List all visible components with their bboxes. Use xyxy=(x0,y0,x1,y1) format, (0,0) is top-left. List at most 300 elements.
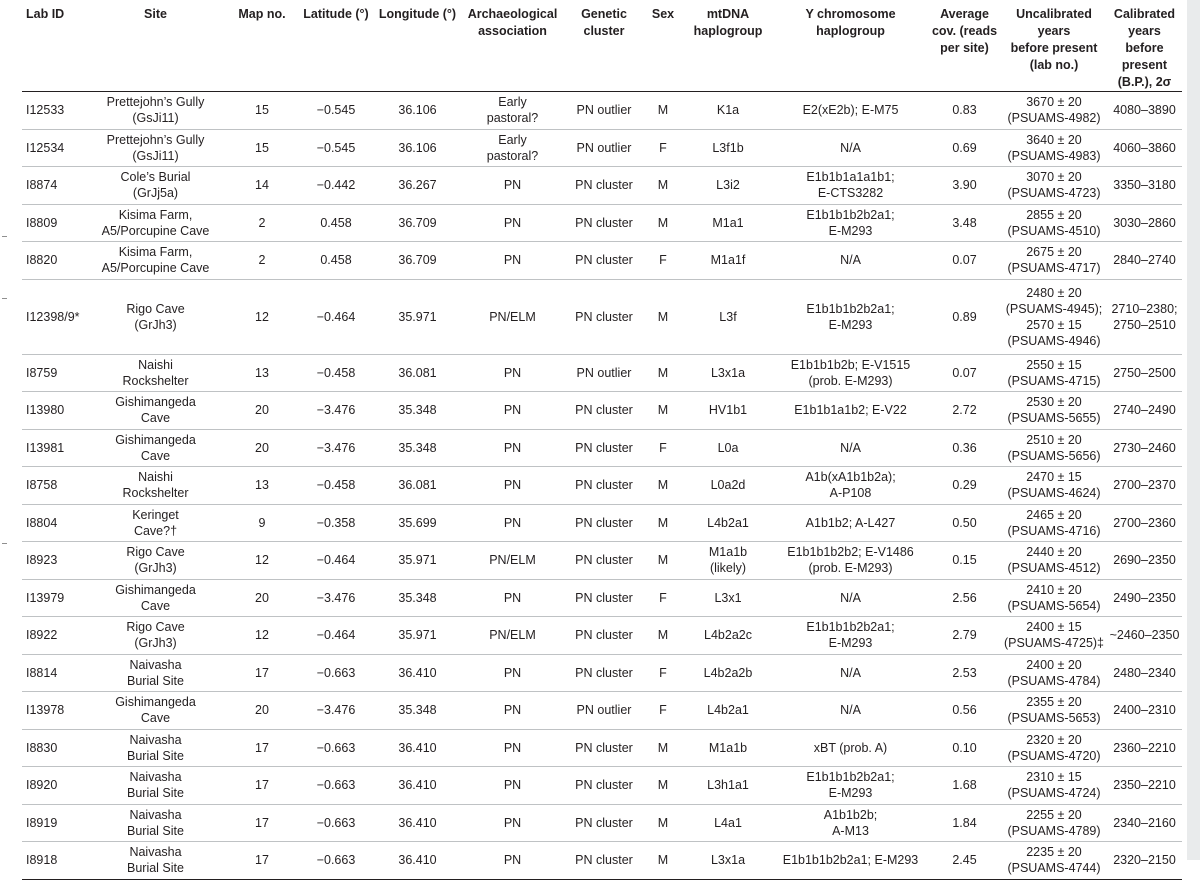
cell-line: Sex xyxy=(651,7,675,21)
cell-calibrated-years xyxy=(1107,167,1182,205)
cell-longitude xyxy=(375,92,460,130)
cell-line: −0.545 xyxy=(316,103,356,118)
cell-line: Site xyxy=(144,7,167,21)
cell-line: 17 xyxy=(255,815,269,830)
cell-line: I13978 xyxy=(26,703,65,718)
cell-line: (PSUAMS-4724) xyxy=(1007,786,1101,801)
cell-line: E1b1b1b2b2; E-V1486 xyxy=(787,545,914,560)
cell-y-chromosome-haplogroup xyxy=(773,804,928,842)
cell-line: 3640 ± 20 xyxy=(1026,132,1082,147)
header-average-coverage xyxy=(928,0,1001,92)
cell-line: 2550 ± 15 xyxy=(1026,357,1082,372)
cell-line: PN xyxy=(503,440,522,455)
table-row xyxy=(22,842,1182,880)
cell-site xyxy=(84,167,227,205)
cell-genetic-cluster xyxy=(565,279,643,354)
cell-y-chromosome-haplogroup xyxy=(773,242,928,280)
cell-line: Cave xyxy=(140,598,171,613)
cell-uncalibrated-years xyxy=(1001,167,1107,205)
cell-line: Early xyxy=(498,95,527,110)
cell-line: PN cluster xyxy=(575,815,633,830)
cell-longitude xyxy=(375,242,460,280)
cell-line: −0.545 xyxy=(316,140,356,155)
cell-uncalibrated-years xyxy=(1001,542,1107,580)
cell-line: 2350–2210 xyxy=(1113,778,1176,793)
cell-lab-id xyxy=(22,392,84,430)
cell-line: PN xyxy=(503,665,522,680)
cell-archaeological-association xyxy=(460,617,565,655)
cell-uncalibrated-years xyxy=(1001,467,1107,505)
cell-line: 2.45 xyxy=(952,853,977,868)
cell-map-no xyxy=(227,204,297,242)
cell-line: PN xyxy=(503,178,522,193)
cell-latitude xyxy=(297,242,375,280)
cell-line: PN outlier xyxy=(576,365,632,380)
cell-line: 0.83 xyxy=(952,103,977,118)
cell-line: 36.410 xyxy=(398,853,437,868)
cell-line: 2570 ± 15 xyxy=(1026,317,1082,332)
cell-archaeological-association xyxy=(460,167,565,205)
cell-calibrated-years xyxy=(1107,354,1182,392)
cell-line: Burial Site xyxy=(127,673,184,688)
cell-line: 15 xyxy=(255,140,269,155)
cell-line: 2.53 xyxy=(952,665,977,680)
cell-calibrated-years xyxy=(1107,729,1182,767)
cell-line: PN xyxy=(503,815,522,830)
cell-site xyxy=(84,242,227,280)
cell-genetic-cluster xyxy=(565,804,643,842)
cell-line: 2700–2360 xyxy=(1113,515,1176,530)
cell-line: M xyxy=(657,553,669,568)
cell-line: PN cluster xyxy=(575,515,633,530)
cell-mtdna-haplogroup xyxy=(683,692,773,730)
cell-average-coverage xyxy=(928,692,1001,730)
cell-line: Prettejohn’s Gully xyxy=(106,95,205,110)
cell-map-no xyxy=(227,804,297,842)
cell-line: 12 xyxy=(255,309,269,324)
cell-line: (likely) xyxy=(709,561,747,576)
cell-lab-id xyxy=(22,129,84,167)
cell-line: (PSUAMS-4725)‡ xyxy=(1003,636,1105,651)
cell-line: L3f xyxy=(719,309,737,324)
cell-line: M xyxy=(657,778,669,793)
cell-line: PN xyxy=(503,365,522,380)
cell-line: E1b1b1b2b2a1; E-M293 xyxy=(782,853,919,868)
cell-line: E-M293 xyxy=(828,223,873,238)
cell-calibrated-years xyxy=(1107,692,1182,730)
cell-line: F xyxy=(659,253,667,268)
cell-longitude xyxy=(375,767,460,805)
cell-line: 0.29 xyxy=(952,478,977,493)
cell-line: PN outlier xyxy=(576,103,632,118)
table-row xyxy=(22,617,1182,655)
cell-site xyxy=(84,579,227,617)
cell-line: (PSUAMS-4723) xyxy=(1007,186,1101,201)
cell-line: 2480–2340 xyxy=(1113,665,1176,680)
cell-y-chromosome-haplogroup xyxy=(773,579,928,617)
cell-calibrated-years xyxy=(1107,654,1182,692)
cell-line: Kisima Farm, xyxy=(118,207,193,222)
cell-line: (GrJh3) xyxy=(134,636,177,651)
cell-line: 13 xyxy=(255,478,269,493)
header-sex xyxy=(643,0,683,92)
cell-archaeological-association xyxy=(460,842,565,880)
cell-line: A1b1b2b; xyxy=(823,807,878,822)
cell-line: (PSUAMS-4946) xyxy=(1007,333,1101,348)
cell-line: before present xyxy=(1010,41,1098,55)
cell-site xyxy=(84,542,227,580)
header-latitude xyxy=(297,0,375,92)
cell-line: Rigo Cave xyxy=(126,545,185,560)
cell-line: Archaeological xyxy=(467,7,558,21)
cell-line: (lab no.) xyxy=(1029,58,1079,72)
cell-line: M xyxy=(657,628,669,643)
cell-line: M xyxy=(657,515,669,530)
cell-line: PN cluster xyxy=(575,665,633,680)
cell-sex xyxy=(643,392,683,430)
cell-line: (PSUAMS-5655) xyxy=(1007,411,1101,426)
cell-mtdna-haplogroup xyxy=(683,242,773,280)
cell-archaeological-association xyxy=(460,204,565,242)
cell-line: PN xyxy=(503,590,522,605)
cell-genetic-cluster xyxy=(565,167,643,205)
cell-line: 36.106 xyxy=(398,103,437,118)
cell-line: N/A xyxy=(840,703,861,718)
cell-line: Latitude (°) xyxy=(303,7,369,21)
cell-line: N/A xyxy=(840,140,861,155)
cell-mtdna-haplogroup xyxy=(683,354,773,392)
cell-line: 2320–2150 xyxy=(1113,853,1176,868)
cell-sex xyxy=(643,617,683,655)
cell-uncalibrated-years xyxy=(1001,617,1107,655)
cell-line: 1.84 xyxy=(952,815,977,830)
cell-longitude xyxy=(375,729,460,767)
cell-longitude xyxy=(375,167,460,205)
cell-line: M xyxy=(657,815,669,830)
cell-calibrated-years xyxy=(1107,279,1182,354)
cell-line: 2510 ± 20 xyxy=(1026,432,1082,447)
cell-map-no xyxy=(227,129,297,167)
cell-line: 35.971 xyxy=(398,553,437,568)
table-body xyxy=(22,92,1182,880)
cell-line: M xyxy=(657,478,669,493)
cell-latitude xyxy=(297,542,375,580)
cell-longitude xyxy=(375,654,460,692)
cell-line: (PSUAMS-4512) xyxy=(1007,561,1101,576)
header-site xyxy=(84,0,227,92)
cell-line: 2840–2740 xyxy=(1113,253,1176,268)
cell-sex xyxy=(643,92,683,130)
cell-line: (PSUAMS-5656) xyxy=(1007,448,1101,463)
cell-archaeological-association xyxy=(460,92,565,130)
cell-line: 2320 ± 20 xyxy=(1026,732,1082,747)
cell-y-chromosome-haplogroup xyxy=(773,504,928,542)
cell-line: A5/Porcupine Cave xyxy=(101,261,210,276)
cell-line: F xyxy=(659,703,667,718)
page-edge xyxy=(1187,0,1200,860)
cell-map-no xyxy=(227,692,297,730)
cell-line: association xyxy=(478,24,547,38)
cell-line: 36.410 xyxy=(398,740,437,755)
cell-line: L4b2a1 xyxy=(707,703,749,718)
cell-lab-id xyxy=(22,167,84,205)
cell-lab-id xyxy=(22,429,84,467)
cell-archaeological-association xyxy=(460,579,565,617)
cell-average-coverage xyxy=(928,804,1001,842)
cell-archaeological-association xyxy=(460,129,565,167)
cell-line: E1b1b1b2b; E-V1515 xyxy=(790,357,911,372)
cell-line: 2690–2350 xyxy=(1113,553,1176,568)
cell-line: 2360–2210 xyxy=(1113,740,1176,755)
cell-line: M xyxy=(657,178,669,193)
cell-genetic-cluster xyxy=(565,242,643,280)
table-row xyxy=(22,129,1182,167)
cell-y-chromosome-haplogroup xyxy=(773,429,928,467)
cell-longitude xyxy=(375,692,460,730)
cell-sex xyxy=(643,842,683,880)
cell-line: (PSUAMS-4982) xyxy=(1007,111,1101,126)
cell-map-no xyxy=(227,542,297,580)
cell-line: 20 xyxy=(255,403,269,418)
cell-calibrated-years xyxy=(1107,242,1182,280)
cell-line: Naivasha xyxy=(129,845,182,860)
cell-line: PN xyxy=(503,215,522,230)
cell-line: Longitude (°) xyxy=(378,7,457,21)
cell-line: PN xyxy=(503,403,522,418)
cell-line: −0.663 xyxy=(316,665,356,680)
cell-line: −0.663 xyxy=(316,740,356,755)
cell-y-chromosome-haplogroup xyxy=(773,654,928,692)
cell-sex xyxy=(643,242,683,280)
cell-line: A-P108 xyxy=(829,486,872,501)
cell-line: 2465 ± 20 xyxy=(1026,507,1082,522)
cell-line: Cave xyxy=(140,411,171,426)
header-calibrated-years xyxy=(1107,0,1182,92)
cell-sex xyxy=(643,579,683,617)
cell-line: M xyxy=(657,853,669,868)
cell-lab-id xyxy=(22,92,84,130)
cell-longitude xyxy=(375,392,460,430)
cell-line: 2400 ± 15 xyxy=(1026,620,1082,635)
cell-average-coverage xyxy=(928,579,1001,617)
cell-line: 35.699 xyxy=(398,515,437,530)
cell-line: F xyxy=(659,665,667,680)
cell-line: 36.081 xyxy=(398,365,437,380)
cell-longitude xyxy=(375,467,460,505)
cell-line: 0.56 xyxy=(952,703,977,718)
cell-line: −0.464 xyxy=(316,553,356,568)
cell-line: 0.50 xyxy=(952,515,977,530)
cell-longitude xyxy=(375,617,460,655)
cell-mtdna-haplogroup xyxy=(683,129,773,167)
cell-line: L3h1a1 xyxy=(707,778,749,793)
cell-latitude xyxy=(297,842,375,880)
header-archaeological-association xyxy=(460,0,565,92)
cell-genetic-cluster xyxy=(565,767,643,805)
cell-line: before present xyxy=(1121,41,1168,72)
cell-line: −0.458 xyxy=(316,365,356,380)
cell-y-chromosome-haplogroup xyxy=(773,842,928,880)
cell-line: (PSUAMS-4716) xyxy=(1007,523,1101,538)
cell-sex xyxy=(643,129,683,167)
cell-line: L3i2 xyxy=(716,178,740,193)
cell-line: xBT (prob. A) xyxy=(813,740,888,755)
cell-genetic-cluster xyxy=(565,579,643,617)
cell-line: Burial Site xyxy=(127,786,184,801)
cell-line: I13979 xyxy=(26,590,65,605)
cell-line: 0.10 xyxy=(952,740,977,755)
cell-line: E1b1b1b2b2a1; xyxy=(806,207,895,222)
cell-site xyxy=(84,92,227,130)
cell-longitude xyxy=(375,279,460,354)
cell-line: 0.89 xyxy=(952,309,977,324)
cell-y-chromosome-haplogroup xyxy=(773,204,928,242)
cell-latitude xyxy=(297,204,375,242)
cell-line: Map no. xyxy=(238,7,286,21)
cell-line: Early xyxy=(498,132,527,147)
cell-line: (prob. E-M293) xyxy=(808,373,893,388)
cell-line: 2400–2310 xyxy=(1113,703,1176,718)
cell-line: −0.663 xyxy=(316,815,356,830)
table-row xyxy=(22,392,1182,430)
cell-line: M xyxy=(657,103,669,118)
cell-line: PN/ELM xyxy=(489,553,536,568)
cell-line: 2730–2460 xyxy=(1113,440,1176,455)
cell-line: 35.348 xyxy=(398,703,437,718)
cell-line: I8918 xyxy=(26,853,58,868)
cell-mtdna-haplogroup xyxy=(683,617,773,655)
cell-map-no xyxy=(227,654,297,692)
cell-line: Average xyxy=(940,7,989,21)
cell-average-coverage xyxy=(928,167,1001,205)
table-row xyxy=(22,204,1182,242)
cell-line: M xyxy=(657,309,669,324)
cell-line: I12534 xyxy=(26,140,65,155)
header-lab-id xyxy=(22,0,84,92)
cell-uncalibrated-years xyxy=(1001,692,1107,730)
cell-line: 3350–3180 xyxy=(1113,178,1176,193)
margin-mark xyxy=(2,236,7,237)
cell-map-no xyxy=(227,504,297,542)
cell-line: Gishimangeda xyxy=(115,395,196,410)
cell-sex xyxy=(643,504,683,542)
cell-line: Rigo Cave xyxy=(126,620,185,635)
cell-line: −0.458 xyxy=(316,478,356,493)
cell-line: (PSUAMS-4715) xyxy=(1007,373,1101,388)
cell-line: Keringet xyxy=(132,507,179,522)
cell-line: M xyxy=(657,215,669,230)
cell-line: 36.410 xyxy=(398,665,437,680)
cell-line: 2.79 xyxy=(952,628,977,643)
cell-line: −0.663 xyxy=(316,853,356,868)
cell-line: PN cluster xyxy=(575,215,633,230)
cell-calibrated-years xyxy=(1107,504,1182,542)
cell-longitude xyxy=(375,842,460,880)
cell-genetic-cluster xyxy=(565,467,643,505)
cell-latitude xyxy=(297,279,375,354)
header-mtdna-haplogroup xyxy=(683,0,773,92)
cell-line: 20 xyxy=(255,703,269,718)
cell-average-coverage xyxy=(928,654,1001,692)
cell-map-no xyxy=(227,92,297,130)
cell-line: Gishimangeda xyxy=(115,432,196,447)
cell-line: 36.410 xyxy=(398,778,437,793)
cell-line: Cave?† xyxy=(133,523,178,538)
cell-line: A1b1b2; A-L427 xyxy=(805,515,896,530)
cell-line: E-CTS3282 xyxy=(817,186,884,201)
cell-line: E-M293 xyxy=(828,636,873,651)
cell-map-no xyxy=(227,579,297,617)
cell-archaeological-association xyxy=(460,392,565,430)
cell-line: PN cluster xyxy=(575,778,633,793)
cell-line: E1b1b1b2b2a1; xyxy=(806,620,895,635)
cell-line: Rigo Cave xyxy=(126,301,185,316)
cell-line: 35.348 xyxy=(398,403,437,418)
cell-line: 3670 ± 20 xyxy=(1026,95,1082,110)
cell-line: 0.458 xyxy=(320,253,352,268)
cell-line: Cole’s Burial xyxy=(120,170,191,185)
cell-line: (GsJi11) xyxy=(132,148,179,163)
cell-lab-id xyxy=(22,804,84,842)
cell-line: 2255 ± 20 xyxy=(1026,807,1082,822)
cell-line: Prettejohn’s Gully xyxy=(106,132,205,147)
cell-latitude xyxy=(297,467,375,505)
cell-line: 2.56 xyxy=(952,590,977,605)
cell-site xyxy=(84,354,227,392)
cell-line: L3x1a xyxy=(710,853,746,868)
sample-data-table xyxy=(22,0,1182,880)
cell-lab-id xyxy=(22,579,84,617)
cell-line: 2400 ± 20 xyxy=(1026,657,1082,672)
cell-line: M1a1b xyxy=(708,740,748,755)
cell-archaeological-association xyxy=(460,654,565,692)
cell-line: (PSUAMS-4945); xyxy=(1005,301,1103,316)
cell-mtdna-haplogroup xyxy=(683,767,773,805)
cell-line: −0.358 xyxy=(316,515,356,530)
cell-latitude xyxy=(297,767,375,805)
cell-line: cluster xyxy=(583,24,625,38)
cell-line: 20 xyxy=(255,440,269,455)
header-row xyxy=(22,0,1182,92)
cell-longitude xyxy=(375,129,460,167)
table-row xyxy=(22,467,1182,505)
cell-line: 2355 ± 20 xyxy=(1026,695,1082,710)
cell-line: 17 xyxy=(255,778,269,793)
cell-line: 2235 ± 20 xyxy=(1026,845,1082,860)
cell-site xyxy=(84,842,227,880)
cell-line: PN xyxy=(503,253,522,268)
cell-line: haplogroup xyxy=(816,24,885,38)
cell-line: (PSUAMS-4784) xyxy=(1007,673,1101,688)
cell-line: 2750–2500 xyxy=(1113,365,1176,380)
table-row xyxy=(22,504,1182,542)
cell-line: Burial Site xyxy=(127,823,184,838)
cell-line: Kisima Farm, xyxy=(118,245,193,260)
cell-line: A1b(xA1b1b2a); xyxy=(805,470,896,485)
cell-line: (GrJh3) xyxy=(134,561,177,576)
cell-line: (PSUAMS-4789) xyxy=(1007,823,1101,838)
cell-average-coverage xyxy=(928,542,1001,580)
cell-y-chromosome-haplogroup xyxy=(773,129,928,167)
cell-genetic-cluster xyxy=(565,729,643,767)
cell-average-coverage xyxy=(928,354,1001,392)
cell-line: I8758 xyxy=(26,478,58,493)
cell-line: 36.709 xyxy=(398,215,437,230)
cell-average-coverage xyxy=(928,504,1001,542)
table-row xyxy=(22,767,1182,805)
cell-line: 2490–2350 xyxy=(1113,590,1176,605)
cell-line: Rockshelter xyxy=(122,486,189,501)
